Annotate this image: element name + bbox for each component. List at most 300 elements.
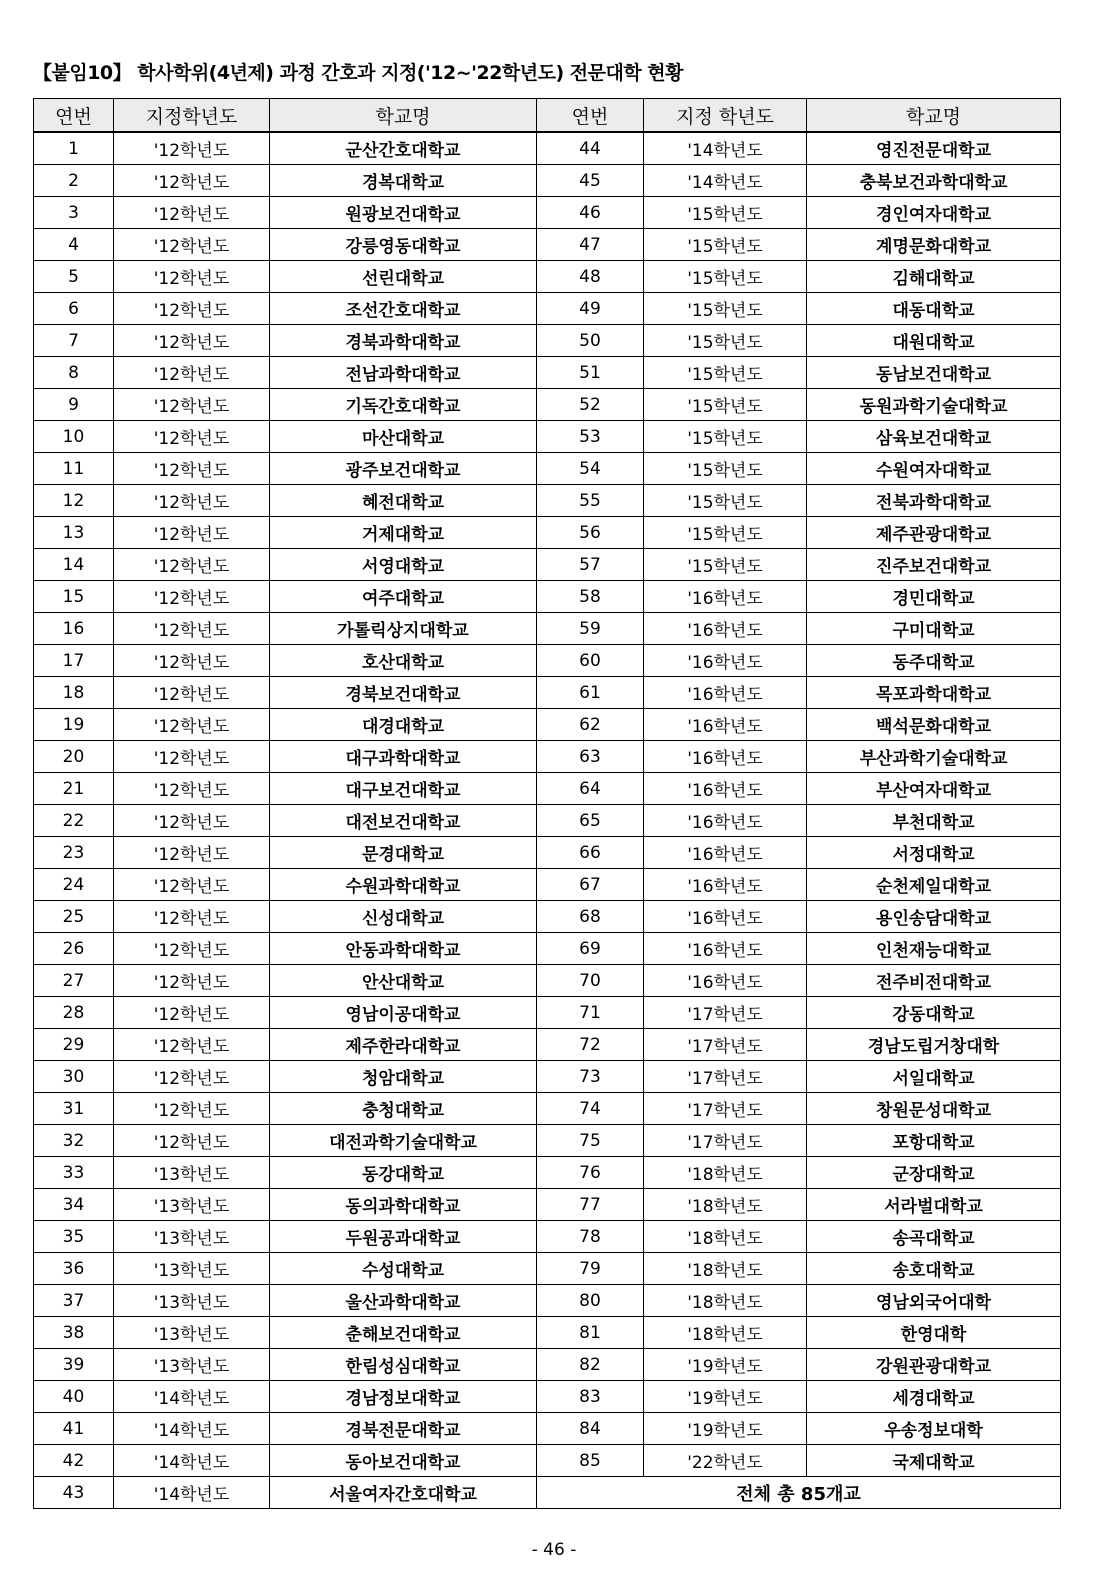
- row-year: '12학년도: [114, 1125, 270, 1157]
- row-year: '12학년도: [114, 485, 270, 517]
- table-row: [34, 1029, 1061, 1061]
- row-school-2: 진주보건대학교: [807, 549, 1061, 581]
- row-school-2: 대원대학교: [807, 325, 1061, 357]
- row-number-2: 62: [537, 709, 644, 741]
- row-year: '12학년도: [114, 1093, 270, 1125]
- row-number: 33: [34, 1157, 114, 1189]
- row-year-2: '17학년도: [644, 1125, 807, 1157]
- row-school: 호산대학교: [270, 645, 537, 677]
- row-number-2: 73: [537, 1061, 644, 1093]
- row-number-2: 52: [537, 389, 644, 421]
- row-year: '13학년도: [114, 1253, 270, 1285]
- row-number: 27: [34, 965, 114, 997]
- row-number-2: 75: [537, 1125, 644, 1157]
- row-school: 동아보건대학교: [270, 1445, 537, 1477]
- row-number: 2: [34, 165, 114, 197]
- table-row: [34, 132, 1061, 165]
- row-number-2: 64: [537, 773, 644, 805]
- row-year-2: '16학년도: [644, 677, 807, 709]
- table-row: [34, 1381, 1061, 1413]
- row-number-2: 71: [537, 997, 644, 1029]
- row-year: '12학년도: [114, 293, 270, 325]
- row-school: 기독간호대학교: [270, 389, 537, 421]
- row-year: '12학년도: [114, 933, 270, 965]
- row-number: 35: [34, 1221, 114, 1253]
- table-row: [34, 261, 1061, 293]
- row-school-2: 송곡대학교: [807, 1221, 1061, 1253]
- table-row: [34, 773, 1061, 805]
- row-number: 29: [34, 1029, 114, 1061]
- row-year: '12학년도: [114, 229, 270, 261]
- row-school-2: 송호대학교: [807, 1253, 1061, 1285]
- row-year-2: '18학년도: [644, 1157, 807, 1189]
- row-number-2: 81: [537, 1317, 644, 1349]
- table-row: [34, 837, 1061, 869]
- row-year-2: '15학년도: [644, 261, 807, 293]
- row-year-2: '16학년도: [644, 965, 807, 997]
- row-school: 안동과학대학교: [270, 933, 537, 965]
- table-row: [34, 229, 1061, 261]
- row-school-2: 군장대학교: [807, 1157, 1061, 1189]
- row-school: 가톨릭상지대학교: [270, 613, 537, 645]
- row-school: 한림성심대학교: [270, 1349, 537, 1381]
- row-number: 37: [34, 1285, 114, 1317]
- row-year: '12학년도: [114, 709, 270, 741]
- row-number: 20: [34, 741, 114, 773]
- table-row-last: [34, 1477, 1061, 1509]
- row-year: '13학년도: [114, 1157, 270, 1189]
- row-school: 서울여자간호대학교: [270, 1477, 537, 1509]
- row-school: 두원공과대학교: [270, 1221, 537, 1253]
- table-row: [34, 677, 1061, 709]
- row-year-2: '16학년도: [644, 581, 807, 613]
- row-school-2: 순천제일대학교: [807, 869, 1061, 901]
- row-number-2: 49: [537, 293, 644, 325]
- row-year-2: '15학년도: [644, 325, 807, 357]
- row-school: 원광보건대학교: [270, 197, 537, 229]
- row-number-2: 65: [537, 805, 644, 837]
- row-school-2: 동주대학교: [807, 645, 1061, 677]
- row-school-2: 백석문화대학교: [807, 709, 1061, 741]
- row-number: 24: [34, 869, 114, 901]
- row-school-2: 부천대학교: [807, 805, 1061, 837]
- row-school-2: 경인여자대학교: [807, 197, 1061, 229]
- row-year-2: '19학년도: [644, 1349, 807, 1381]
- table-row: [34, 357, 1061, 389]
- table-row: [34, 645, 1061, 677]
- row-number: 39: [34, 1349, 114, 1381]
- row-school-2: 동원과학기술대학교: [807, 389, 1061, 421]
- header-year: 지정학년도: [114, 99, 270, 133]
- table-row: [34, 197, 1061, 229]
- row-year: '12학년도: [114, 613, 270, 645]
- row-school: 청암대학교: [270, 1061, 537, 1093]
- table-row: [34, 581, 1061, 613]
- row-year-2: '15학년도: [644, 485, 807, 517]
- row-year-2: '17학년도: [644, 997, 807, 1029]
- row-number: 1: [34, 132, 114, 165]
- row-number: 19: [34, 709, 114, 741]
- page-number: - 46 -: [531, 1540, 577, 1560]
- row-year: '12학년도: [114, 773, 270, 805]
- row-school-2: 국제대학교: [807, 1445, 1061, 1477]
- row-year: '14학년도: [114, 1413, 270, 1445]
- row-school: 전남과학대학교: [270, 357, 537, 389]
- table-row: [34, 1157, 1061, 1189]
- row-number-2: 48: [537, 261, 644, 293]
- row-school: 춘해보건대학교: [270, 1317, 537, 1349]
- row-year: '13학년도: [114, 1285, 270, 1317]
- row-year: '12학년도: [114, 965, 270, 997]
- row-year: '13학년도: [114, 1221, 270, 1253]
- row-year-2: '16학년도: [644, 901, 807, 933]
- row-school-2: 강원관광대학교: [807, 1349, 1061, 1381]
- row-number: 31: [34, 1093, 114, 1125]
- row-school-2: 우송정보대학: [807, 1413, 1061, 1445]
- row-school: 마산대학교: [270, 421, 537, 453]
- row-year-2: '15학년도: [644, 293, 807, 325]
- row-number: 28: [34, 997, 114, 1029]
- row-school: 동강대학교: [270, 1157, 537, 1189]
- row-year-2: '22학년도: [644, 1445, 807, 1477]
- table-row: [34, 549, 1061, 581]
- row-year: '12학년도: [114, 581, 270, 613]
- table-row: [34, 293, 1061, 325]
- row-school-2: 창원문성대학교: [807, 1093, 1061, 1125]
- row-year-2: '14학년도: [644, 165, 807, 197]
- row-number: 21: [34, 773, 114, 805]
- row-school-2: 부산여자대학교: [807, 773, 1061, 805]
- row-number: 34: [34, 1189, 114, 1221]
- row-school: 영남이공대학교: [270, 997, 537, 1029]
- row-year: '12학년도: [114, 132, 270, 165]
- row-number: 22: [34, 805, 114, 837]
- row-number-2: 47: [537, 229, 644, 261]
- row-number-2: 53: [537, 421, 644, 453]
- row-number: 12: [34, 485, 114, 517]
- row-school-2: 전주비전대학교: [807, 965, 1061, 997]
- table-row: [34, 421, 1061, 453]
- row-year: '14학년도: [114, 1477, 270, 1509]
- nursing-college-table: [33, 98, 1061, 1509]
- row-year: '12학년도: [114, 901, 270, 933]
- row-number: 17: [34, 645, 114, 677]
- row-year-2: '18학년도: [644, 1285, 807, 1317]
- table-row: [34, 1221, 1061, 1253]
- row-school-2: 동남보건대학교: [807, 357, 1061, 389]
- table-row: [34, 453, 1061, 485]
- table-row: [34, 709, 1061, 741]
- row-year-2: '15학년도: [644, 453, 807, 485]
- row-school-2: 서라벌대학교: [807, 1189, 1061, 1221]
- row-year: '12학년도: [114, 197, 270, 229]
- row-year-2: '17학년도: [644, 1093, 807, 1125]
- row-year-2: '16학년도: [644, 805, 807, 837]
- row-number: 8: [34, 357, 114, 389]
- document-title: 【붙임10】 학사학위(4년제) 과정 간호과 지정('12~'22학년도) 전문대학 현황: [33, 62, 684, 84]
- row-number-2: 56: [537, 517, 644, 549]
- row-number: 41: [34, 1413, 114, 1445]
- row-school: 강릉영동대학교: [270, 229, 537, 261]
- row-year: '12학년도: [114, 677, 270, 709]
- row-year-2: '17학년도: [644, 1029, 807, 1061]
- row-school-2: 계명문화대학교: [807, 229, 1061, 261]
- row-school: 대전과학기술대학교: [270, 1125, 537, 1157]
- row-school: 경북전문대학교: [270, 1413, 537, 1445]
- row-number-2: 84: [537, 1413, 644, 1445]
- row-school-2: 제주관광대학교: [807, 517, 1061, 549]
- row-school-2: 경민대학교: [807, 581, 1061, 613]
- row-year: '12학년도: [114, 261, 270, 293]
- row-number-2: 72: [537, 1029, 644, 1061]
- table-row: [34, 1445, 1061, 1477]
- table-row: [34, 741, 1061, 773]
- row-school: 울산과학대학교: [270, 1285, 537, 1317]
- row-school: 군산간호대학교: [270, 132, 537, 165]
- row-school-2: 용인송담대학교: [807, 901, 1061, 933]
- row-number-2: 66: [537, 837, 644, 869]
- row-year-2: '19학년도: [644, 1413, 807, 1445]
- row-year: '12학년도: [114, 389, 270, 421]
- row-number-2: 85: [537, 1445, 644, 1477]
- row-number: 36: [34, 1253, 114, 1285]
- row-number-2: 58: [537, 581, 644, 613]
- row-number: 15: [34, 581, 114, 613]
- row-number: 23: [34, 837, 114, 869]
- row-school: 동의과학대학교: [270, 1189, 537, 1221]
- row-year-2: '18학년도: [644, 1317, 807, 1349]
- row-year: '12학년도: [114, 741, 270, 773]
- row-school: 충청대학교: [270, 1093, 537, 1125]
- row-year-2: '15학년도: [644, 357, 807, 389]
- row-year-2: '15학년도: [644, 229, 807, 261]
- row-number-2: 60: [537, 645, 644, 677]
- row-school: 경복대학교: [270, 165, 537, 197]
- row-year-2: '15학년도: [644, 389, 807, 421]
- row-year: '13학년도: [114, 1189, 270, 1221]
- row-year: '14학년도: [114, 1381, 270, 1413]
- row-number: 26: [34, 933, 114, 965]
- row-school-2: 서정대학교: [807, 837, 1061, 869]
- row-number-2: 74: [537, 1093, 644, 1125]
- table-row: [34, 1189, 1061, 1221]
- row-school: 수성대학교: [270, 1253, 537, 1285]
- row-number-2: 70: [537, 965, 644, 997]
- row-number-2: 79: [537, 1253, 644, 1285]
- table-row: [34, 805, 1061, 837]
- row-school: 신성대학교: [270, 901, 537, 933]
- row-number-2: 61: [537, 677, 644, 709]
- row-year-2: '16학년도: [644, 773, 807, 805]
- header-number: 연번: [34, 99, 114, 133]
- row-year-2: '19학년도: [644, 1381, 807, 1413]
- row-number: 4: [34, 229, 114, 261]
- row-number-2: 80: [537, 1285, 644, 1317]
- row-year-2: '15학년도: [644, 549, 807, 581]
- table-row: [34, 1093, 1061, 1125]
- row-number: 42: [34, 1445, 114, 1477]
- table-row: [34, 517, 1061, 549]
- table-row: [34, 1125, 1061, 1157]
- row-school-2: 부산과학기술대학교: [807, 741, 1061, 773]
- row-year: '13학년도: [114, 1317, 270, 1349]
- table-row: [34, 933, 1061, 965]
- row-school-2: 전북과학대학교: [807, 485, 1061, 517]
- row-number: 11: [34, 453, 114, 485]
- row-year: '12학년도: [114, 1061, 270, 1093]
- table-row: [34, 1317, 1061, 1349]
- table-row: [34, 901, 1061, 933]
- row-number-2: 69: [537, 933, 644, 965]
- row-school-2: 목포과학대학교: [807, 677, 1061, 709]
- row-school: 거제대학교: [270, 517, 537, 549]
- row-number-2: 67: [537, 869, 644, 901]
- row-number-2: 57: [537, 549, 644, 581]
- row-year: '12학년도: [114, 645, 270, 677]
- row-school-2: 김해대학교: [807, 261, 1061, 293]
- row-number-2: 76: [537, 1157, 644, 1189]
- row-year-2: '16학년도: [644, 741, 807, 773]
- row-year: '12학년도: [114, 453, 270, 485]
- row-number: 10: [34, 421, 114, 453]
- row-year-2: '16학년도: [644, 613, 807, 645]
- row-year: '12학년도: [114, 837, 270, 869]
- row-number-2: 78: [537, 1221, 644, 1253]
- row-school: 대전보건대학교: [270, 805, 537, 837]
- row-number: 18: [34, 677, 114, 709]
- row-year-2: '15학년도: [644, 517, 807, 549]
- row-school: 수원과학대학교: [270, 869, 537, 901]
- row-school-2: 한영대학: [807, 1317, 1061, 1349]
- row-number: 3: [34, 197, 114, 229]
- row-school: 광주보건대학교: [270, 453, 537, 485]
- header-school: 학교명: [270, 99, 537, 133]
- row-number: 25: [34, 901, 114, 933]
- row-year-2: '16학년도: [644, 869, 807, 901]
- table-row: [34, 869, 1061, 901]
- row-year: '12학년도: [114, 997, 270, 1029]
- row-school: 제주한라대학교: [270, 1029, 537, 1061]
- row-number: 32: [34, 1125, 114, 1157]
- table-row: [34, 997, 1061, 1029]
- header-school-2: 학교명: [807, 99, 1061, 133]
- row-school: 여주대학교: [270, 581, 537, 613]
- row-school: 대구과학대학교: [270, 741, 537, 773]
- table-row: [34, 1349, 1061, 1381]
- row-school-2: 수원여자대학교: [807, 453, 1061, 485]
- total-count: 전체 총 85개교: [537, 1477, 1061, 1509]
- table-row: [34, 613, 1061, 645]
- row-number-2: 55: [537, 485, 644, 517]
- row-school-2: 대동대학교: [807, 293, 1061, 325]
- row-year: '12학년도: [114, 805, 270, 837]
- row-year-2: '18학년도: [644, 1253, 807, 1285]
- table-row: [34, 165, 1061, 197]
- row-year: '12학년도: [114, 165, 270, 197]
- row-number: 7: [34, 325, 114, 357]
- row-school: 경남정보대학교: [270, 1381, 537, 1413]
- row-school-2: 서일대학교: [807, 1061, 1061, 1093]
- row-school-2: 인천재능대학교: [807, 933, 1061, 965]
- row-school-2: 삼육보건대학교: [807, 421, 1061, 453]
- row-number: 5: [34, 261, 114, 293]
- row-school: 서영대학교: [270, 549, 537, 581]
- table-row: [34, 1285, 1061, 1317]
- row-school-2: 영진전문대학교: [807, 132, 1061, 165]
- row-year-2: '16학년도: [644, 837, 807, 869]
- row-number: 38: [34, 1317, 114, 1349]
- row-school: 대구보건대학교: [270, 773, 537, 805]
- row-school-2: 강동대학교: [807, 997, 1061, 1029]
- row-school: 대경대학교: [270, 709, 537, 741]
- row-year: '12학년도: [114, 1029, 270, 1061]
- row-year-2: '18학년도: [644, 1189, 807, 1221]
- table-row: [34, 965, 1061, 997]
- row-school-2: 충북보건과학대학교: [807, 165, 1061, 197]
- row-year-2: '16학년도: [644, 645, 807, 677]
- row-number: 13: [34, 517, 114, 549]
- row-school-2: 구미대학교: [807, 613, 1061, 645]
- row-number-2: 77: [537, 1189, 644, 1221]
- row-number-2: 83: [537, 1381, 644, 1413]
- row-school: 조선간호대학교: [270, 293, 537, 325]
- table-row: [34, 389, 1061, 421]
- row-number: 14: [34, 549, 114, 581]
- row-school: 혜전대학교: [270, 485, 537, 517]
- row-number-2: 82: [537, 1349, 644, 1381]
- table-row: [34, 325, 1061, 357]
- row-number: 9: [34, 389, 114, 421]
- row-year: '12학년도: [114, 357, 270, 389]
- row-year: '12학년도: [114, 549, 270, 581]
- row-school-2: 포항대학교: [807, 1125, 1061, 1157]
- row-number-2: 63: [537, 741, 644, 773]
- table-row: [34, 1253, 1061, 1285]
- row-school: 안산대학교: [270, 965, 537, 997]
- row-number-2: 59: [537, 613, 644, 645]
- row-school: 경북보건대학교: [270, 677, 537, 709]
- row-school-2: 영남외국어대학: [807, 1285, 1061, 1317]
- row-number-2: 44: [537, 132, 644, 165]
- table-row: [34, 1061, 1061, 1093]
- row-school: 선린대학교: [270, 261, 537, 293]
- row-number-2: 68: [537, 901, 644, 933]
- row-number-2: 46: [537, 197, 644, 229]
- row-number: 43: [34, 1477, 114, 1509]
- row-year-2: '17학년도: [644, 1061, 807, 1093]
- row-school-2: 세경대학교: [807, 1381, 1061, 1413]
- header-year-2: 지정 학년도: [644, 99, 807, 133]
- row-school-2: 경남도립거창대학: [807, 1029, 1061, 1061]
- row-school: 문경대학교: [270, 837, 537, 869]
- row-year: '12학년도: [114, 325, 270, 357]
- row-number-2: 51: [537, 357, 644, 389]
- table-row: [34, 1413, 1061, 1445]
- row-year-2: '15학년도: [644, 197, 807, 229]
- row-number: 6: [34, 293, 114, 325]
- row-year: '13학년도: [114, 1349, 270, 1381]
- row-number-2: 50: [537, 325, 644, 357]
- row-number: 16: [34, 613, 114, 645]
- row-year-2: '18학년도: [644, 1221, 807, 1253]
- header-number-2: 연번: [537, 99, 644, 133]
- row-year-2: '16학년도: [644, 709, 807, 741]
- table-row: [34, 485, 1061, 517]
- row-year-2: '15학년도: [644, 421, 807, 453]
- row-year: '14학년도: [114, 1445, 270, 1477]
- row-number-2: 54: [537, 453, 644, 485]
- row-year-2: '14학년도: [644, 132, 807, 165]
